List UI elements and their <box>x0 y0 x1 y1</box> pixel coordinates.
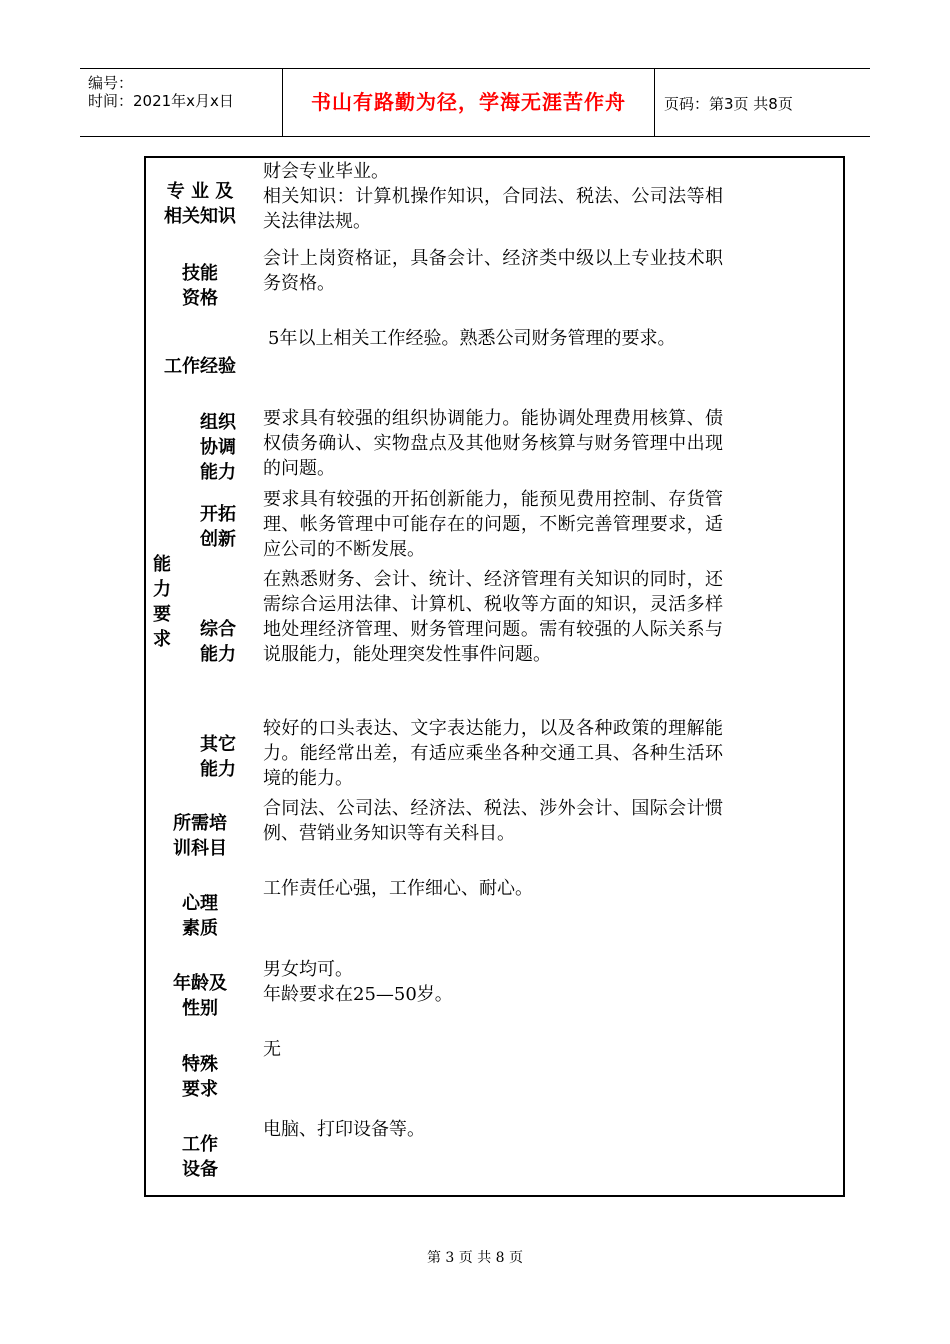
header-page-info: 页码：第3页 共8页 <box>664 95 793 113</box>
text-professional-knowledge: 财会专业毕业。 相关知识：计算机操作知识，合同法、税法、公司法等相关法律法规。 <box>263 161 723 232</box>
label-psychological-quality: 心理 素质 <box>182 893 218 939</box>
label-comprehensive-ability: 综合 能力 <box>200 619 236 665</box>
header-divider-right <box>654 68 655 136</box>
text-work-experience: 5年以上相关工作经验。熟悉公司财务管理的要求。 <box>268 328 676 349</box>
label-work-experience: 工作经验 <box>164 356 236 377</box>
text-work-equipment: 电脑、打印设备等。 <box>263 1119 425 1140</box>
text-comprehensive-ability: 在熟悉财务、会计、统计、经济管理有关知识的同时，还需综合运用法律、计算机、税收等方面的知识，灵活多样地处理经济管理、财务管理问题。需有较强的人际关系与说服能力，能处理突发性事件问题。 <box>263 569 723 665</box>
text-skill-qualification: 会计上岗资格证，具备会计、经济类中级以上专业技术职务资格。 <box>263 248 723 294</box>
text-training-subjects: 合同法、公司法、经济法、税法、涉外会计、国际会计惯例、营销业务知识等有关科目。 <box>263 798 723 844</box>
label-other-ability: 其它 能力 <box>200 734 236 780</box>
label-age-gender: 年龄及 性别 <box>173 973 227 1019</box>
header-top-rule <box>80 68 870 69</box>
text-psychological-quality: 工作责任心强，工作细心、耐心。 <box>263 878 533 899</box>
label-professional-knowledge: 专 业 及 相关知识 <box>164 181 236 227</box>
label-training-subjects: 所需培 训科目 <box>173 813 227 859</box>
header-date: 时间：2021年x月x日 <box>88 92 234 110</box>
label-skill-qualification: 技能 资格 <box>182 263 218 309</box>
label-organization-ability: 组织 协调 能力 <box>200 412 236 483</box>
header-bottom-rule <box>80 136 870 137</box>
text-other-ability: 较好的口头表达、文字表达能力，以及各种政策的理解能力。能经常出差，有适应乘坐各种交通工具、各种生活环境的能力。 <box>263 718 723 789</box>
text-age-gender: 男女均可。 年龄要求在25—50岁。 <box>263 959 453 1005</box>
text-organization-ability: 要求具有较强的组织协调能力。能协调处理费用核算、债权债务确认、实物盘点及其他财务核算与财务管理中出现的问题。 <box>263 408 723 479</box>
label-ability-requirements: 能 力 要 求 <box>153 554 171 650</box>
header-number-label: 编号： <box>88 74 134 92</box>
label-work-equipment: 工作 设备 <box>182 1134 218 1180</box>
page-footer: 第 3 页 共 8 页 <box>426 1250 524 1266</box>
header-motto: 书山有路勤为径，学海无涯苦作舟 <box>311 90 626 114</box>
text-innovation-ability: 要求具有较强的开拓创新能力，能预见费用控制、存货管理、帐务管理中可能存在的问题，不断完善管理要求，适应公司的不断发展。 <box>263 489 723 560</box>
label-special-requirements: 特殊 要求 <box>182 1054 218 1100</box>
label-innovation-ability: 开拓 创新 <box>200 504 236 550</box>
text-special-requirements: 无 <box>263 1039 281 1060</box>
